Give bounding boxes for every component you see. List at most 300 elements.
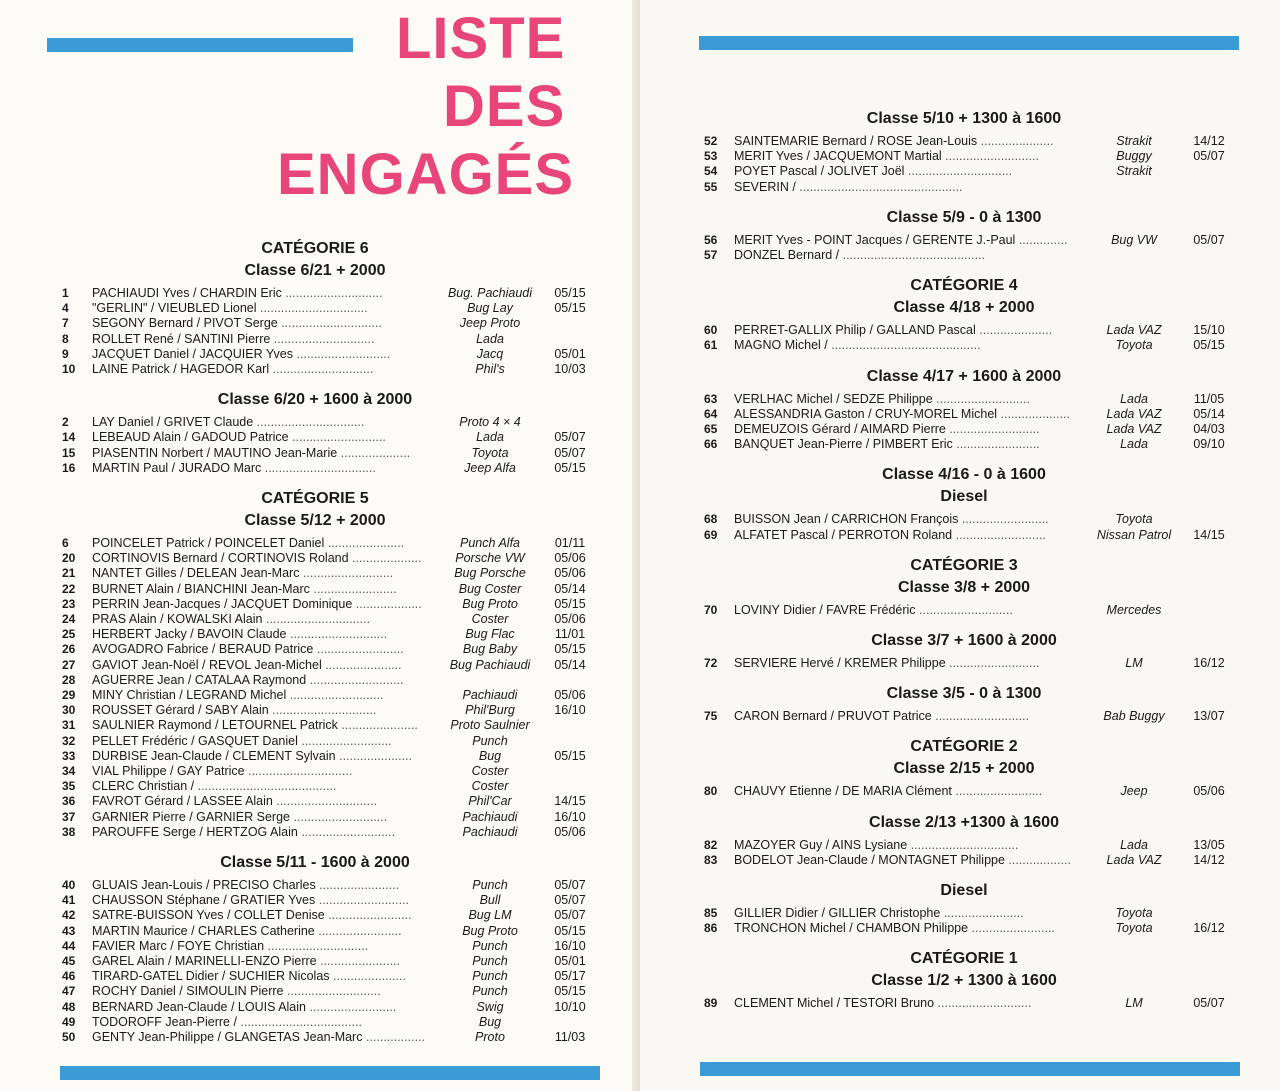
entry-vehicle: Punch Alfa — [460, 536, 520, 550]
entry-vehicle: Strakit — [1116, 164, 1152, 179]
entry-vehicle: Lada — [476, 331, 504, 346]
class-heading: Classe 3/5 - 0 à 1300 — [886, 685, 1042, 703]
entry-vehicle: LM — [1125, 656, 1143, 670]
entry-vehicle: Phil's — [475, 362, 505, 376]
entry-vehicle: Punch — [472, 733, 508, 748]
entry-number: 63 — [704, 391, 718, 406]
entry-crew: GAREL Alain / MARINELLI-ENZO Pierre ....................... — [92, 954, 400, 968]
entry-row — [704, 437, 1244, 452]
entry-row — [704, 392, 1244, 407]
entry-row — [62, 939, 602, 954]
entry-number: 57 — [704, 248, 718, 262]
entry-vehicle: Coster — [471, 764, 509, 778]
entry-vehicle: Lada — [1120, 437, 1148, 452]
leader-dots: .............. — [1015, 232, 1068, 247]
entry-crew: SAULNIER Raymond / LETOURNEL Patrick ...................... — [92, 718, 418, 733]
leader-dots: .......................... — [299, 566, 394, 581]
entry-vehicle: Bug. Pachiaudi — [447, 286, 533, 300]
entry-code: 16/10 — [554, 938, 586, 953]
class-heading: Classe 4/18 + 2000 — [893, 299, 1035, 317]
class-heading: Classe 5/9 - 0 à 1300 — [886, 208, 1042, 226]
category-heading: CATÉGORIE 5 — [261, 490, 369, 507]
entry-code: 05/07 — [1193, 149, 1225, 164]
entry-number: 60 — [704, 323, 718, 338]
entry-crew: BERNARD Jean-Claude / LOUIS Alain ......................... — [92, 999, 397, 1014]
entry-code: 10/10 — [554, 999, 586, 1014]
entry-number: 37 — [62, 809, 76, 824]
entry-vehicle: Bug Pachiaudi — [449, 657, 531, 672]
entry-crew: GILLIER Didier / GILLIER Christophe ....................... — [734, 906, 1024, 920]
entry-crew: DEMEUZOIS Gérard / AIMARD Pierre .......................... — [734, 422, 1040, 436]
entry-code: 15/10 — [1193, 323, 1225, 338]
entry-row — [704, 323, 1244, 338]
entry-crew: AVOGADRO Fabrice / BERAUD Patrice ......................... — [92, 642, 404, 657]
entry-row — [704, 134, 1244, 149]
leader-dots: ............................ — [281, 286, 383, 300]
entry-vehicle: Bab Buggy — [1103, 709, 1165, 724]
entry-vehicle: Bug Baby — [462, 642, 518, 657]
entry-number: 68 — [704, 512, 718, 527]
entry-vehicle: Punch — [472, 984, 508, 999]
entry-row — [62, 446, 602, 461]
entry-code: 05/14 — [554, 657, 586, 672]
entry-code: 16/10 — [554, 809, 586, 824]
entry-vehicle: Lada VAZ — [1106, 422, 1162, 436]
entry-row — [62, 749, 602, 764]
entry-number: 40 — [62, 878, 76, 892]
leader-dots: ........................... — [286, 688, 384, 702]
title-engages: ENGAGÉS — [277, 142, 575, 207]
entry-row — [62, 551, 602, 566]
entry-code: 05/07 — [554, 445, 586, 460]
entry-number: 9 — [62, 346, 69, 361]
entry-code: 14/15 — [554, 794, 586, 809]
entry-crew: NANTET Gilles / DELEAN Jean-Marc .......................... — [92, 566, 394, 581]
leader-dots: ............................. — [272, 794, 378, 809]
entry-code: 05/14 — [1193, 406, 1225, 421]
entry-row — [62, 703, 602, 718]
entry-crew: CORTINOVIS Bernard / CORTINOVIS Roland .................... — [92, 551, 422, 566]
entry-crew: ROCHY Daniel / SIMOULIN Pierre ........................... — [92, 984, 381, 999]
entry-vehicle: Bug — [478, 1014, 502, 1029]
leader-dots: ........................ — [314, 923, 402, 938]
class-heading: Classe 4/16 - 0 à 1600 — [882, 466, 1046, 484]
entry-row — [62, 878, 602, 893]
entry-crew: MERIT Yves - POINT Jacques / GERENTE J.-Paul .............. — [734, 232, 1068, 247]
entry-number: 50 — [62, 1030, 76, 1044]
entry-crew: PAROUFFE Serge / HERTZOG Alain ........................... — [92, 824, 396, 839]
class-heading: Classe 2/13 +1300 à 1600 — [869, 813, 1059, 831]
entry-vehicle: Pachiaudi — [462, 809, 518, 824]
entry-number: 85 — [704, 906, 718, 920]
class-heading: Classe 5/11 - 1600 à 2000 — [220, 854, 410, 871]
leader-dots: ................................... — [236, 1014, 362, 1029]
entry-number: 49 — [62, 1014, 76, 1029]
entry-row — [62, 969, 602, 984]
entry-code: 05/17 — [554, 969, 586, 984]
entry-vehicle: Bug — [478, 748, 502, 763]
entry-code: 16/12 — [1193, 921, 1225, 936]
entry-crew: LAINE Patrick / HAGEDOR Karl ............................. — [92, 362, 374, 376]
entry-code: 05/07 — [554, 430, 586, 445]
entry-vehicle: Punch — [472, 938, 508, 953]
entry-code: 05/15 — [554, 286, 586, 300]
entry-vehicle: Coster — [471, 779, 509, 794]
entry-vehicle: Lada VAZ — [1106, 323, 1162, 338]
entry-row — [704, 407, 1244, 422]
entry-row — [704, 248, 1244, 263]
entry-crew: BUISSON Jean / CARRICHON François ......................... — [734, 512, 1049, 527]
entry-crew: POYET Pascal / JOLIVET Joël .............................. — [734, 164, 1013, 179]
entry-code: 05/15 — [554, 460, 586, 475]
entry-vehicle: Toyota — [471, 445, 509, 460]
entry-vehicle: Toyota — [1115, 338, 1153, 353]
leader-dots: ........................... — [297, 824, 396, 839]
entry-code: 05/06 — [554, 566, 586, 581]
leader-dots: ...................... — [324, 536, 405, 550]
entry-crew: ROLLET René / SANTINI Pierre ............................. — [92, 331, 375, 346]
entry-vehicle: Porsche VW — [455, 551, 525, 566]
entry-number: 83 — [704, 852, 718, 867]
entry-number: 44 — [62, 938, 76, 953]
top-bar-left — [47, 38, 353, 52]
entry-crew: BURNET Alain / BIANCHINI Jean-Marc ........................ — [92, 581, 397, 596]
leader-dots: ............................. — [264, 938, 369, 953]
entry-code: 05/15 — [554, 748, 586, 763]
entry-vehicle: Toyota — [1115, 512, 1153, 527]
entry-number: 86 — [704, 921, 718, 936]
leader-dots: ........................... — [306, 672, 404, 687]
entry-crew: PACHIAUDI Yves / CHARDIN Eric ............................ — [92, 286, 383, 300]
leader-dots: .......................... — [297, 733, 392, 748]
entry-crew: GAVIOT Jean-Noël / REVOL Jean-Michel ...................... — [92, 657, 402, 672]
leader-dots: .......................... — [945, 656, 1040, 670]
entry-row — [704, 709, 1244, 724]
entry-row — [62, 718, 602, 733]
entry-row — [704, 906, 1244, 921]
entry-row — [62, 794, 602, 809]
entry-crew: TODOROFF Jean-Pierre / ................................... — [92, 1014, 362, 1029]
entry-row — [62, 430, 602, 445]
leader-dots: ........................ — [968, 921, 1055, 936]
entry-row — [62, 566, 602, 581]
entry-crew: MARTIN Maurice / CHARLES Catherine ........................ — [92, 923, 402, 938]
entry-code: 05/06 — [554, 688, 586, 702]
entry-number: 80 — [704, 784, 718, 799]
entry-code: 05/15 — [554, 642, 586, 657]
entry-row — [704, 921, 1244, 936]
entry-row — [62, 734, 602, 749]
entry-number: 27 — [62, 657, 76, 672]
entry-vehicle: Bug Proto — [462, 923, 518, 938]
entry-code: 05/01 — [554, 346, 586, 361]
entry-number: 21 — [62, 566, 76, 581]
category-heading: CATÉGORIE 3 — [910, 556, 1018, 574]
leader-dots: ..................... — [329, 969, 406, 984]
bottom-bar-left — [60, 1066, 600, 1080]
leader-dots: ........................... — [915, 602, 1013, 617]
entry-row — [704, 656, 1244, 671]
entry-crew: PRAS Alain / KOWALSKI Alain .............................. — [92, 612, 371, 626]
entry-row — [62, 1015, 602, 1030]
entry-crew: PERRET-GALLIX Philip / GALLAND Pascal ..................... — [734, 323, 1053, 338]
leader-dots: ............................. — [269, 362, 374, 376]
entry-number: 42 — [62, 908, 76, 923]
entry-code: 10/03 — [554, 362, 586, 376]
entry-code: 01/11 — [554, 536, 586, 550]
class-heading: Classe 2/15 + 2000 — [893, 760, 1035, 778]
entry-vehicle: Strakit — [1116, 134, 1152, 148]
entry-number: 7 — [62, 316, 69, 331]
entry-code: 13/05 — [1193, 837, 1225, 852]
entry-code: 05/07 — [554, 908, 586, 923]
entry-code: 05/01 — [554, 954, 586, 968]
entry-crew: CLERC Christian / ........................................ — [92, 779, 337, 794]
entry-number: 26 — [62, 642, 76, 657]
entry-number: 36 — [62, 794, 76, 809]
entry-row — [62, 658, 602, 673]
entry-code: 13/07 — [1193, 709, 1225, 724]
leader-dots: ......................... — [305, 999, 397, 1014]
entry-row — [704, 528, 1244, 543]
entry-number: 6 — [62, 536, 69, 550]
entry-crew: PIASENTIN Norbert / MAUTINO Jean-Marie .................... — [92, 445, 411, 460]
entry-vehicle: Bug Porsche — [454, 566, 526, 581]
entry-number: 55 — [704, 179, 718, 194]
class-heading: Classe 1/2 + 1300 à 1600 — [871, 972, 1057, 990]
category-heading: CATÉGORIE 2 — [910, 738, 1018, 756]
entry-row — [704, 512, 1244, 527]
entry-crew: SATRE-BUISSON Yves / COLLET Denise ........................ — [92, 908, 412, 923]
leader-dots: ........................... — [931, 709, 1029, 724]
entry-number: 35 — [62, 779, 76, 794]
leader-dots: ............................................... — [795, 179, 963, 194]
bottom-bar-right — [700, 1062, 1240, 1076]
entry-crew: FAVROT Gérard / LASSEE Alain ............................. — [92, 794, 378, 809]
entry-row — [704, 853, 1244, 868]
leader-dots: ........................ — [324, 908, 412, 923]
entry-row — [62, 415, 602, 430]
entry-code: 11/03 — [554, 1030, 586, 1044]
leader-dots: .................... — [348, 551, 422, 566]
class-heading: Classe 5/10 + 1300 à 1600 — [866, 110, 1062, 127]
leader-dots: .............................. — [268, 703, 377, 718]
leader-dots: ............................... — [907, 837, 1019, 852]
leader-dots: .......................... — [315, 893, 410, 908]
entry-row — [704, 784, 1244, 799]
leader-dots: ........................ — [309, 581, 397, 596]
entry-number: 72 — [704, 656, 718, 670]
class-heading: Diesel — [940, 882, 988, 899]
entry-number: 14 — [62, 430, 76, 445]
leader-dots: .................... — [337, 445, 411, 460]
entry-number: 64 — [704, 406, 718, 421]
leader-dots: ............................ — [286, 627, 388, 642]
entry-number: 54 — [704, 164, 718, 179]
entry-row — [62, 627, 602, 642]
entry-number: 31 — [62, 718, 76, 733]
entry-code: 16/10 — [554, 703, 586, 718]
entry-row — [62, 286, 602, 301]
leader-dots: ..................... — [975, 323, 1053, 338]
class-heading: Diesel — [940, 488, 988, 506]
entry-row — [62, 893, 602, 908]
entry-crew: CARON Bernard / PRUVOT Patrice ........................... — [734, 709, 1029, 724]
entry-number: 45 — [62, 954, 76, 968]
entry-number: 56 — [704, 232, 718, 247]
leader-dots: ................. — [362, 1030, 425, 1044]
leader-dots: ............................. — [270, 331, 375, 346]
entry-number: 24 — [62, 612, 76, 626]
entry-code: 05/07 — [1193, 996, 1225, 1011]
entry-number: 28 — [62, 672, 76, 687]
entry-vehicle: Punch — [472, 878, 508, 892]
entry-row — [62, 642, 602, 657]
entry-crew: ROUSSET Gérard / SABY Alain .............................. — [92, 703, 377, 718]
entry-vehicle: Jeep Alfa — [464, 460, 516, 475]
entry-row — [62, 688, 602, 703]
entry-code: 16/12 — [1193, 656, 1225, 670]
entry-row — [704, 164, 1244, 179]
leader-dots: ........................... — [289, 809, 388, 824]
entry-number: 46 — [62, 969, 76, 984]
entry-row — [62, 301, 602, 316]
entry-vehicle: Bug VW — [1111, 232, 1157, 247]
top-bar-right — [699, 36, 1239, 50]
entry-code: 05/15 — [554, 984, 586, 999]
leader-dots: .......................... — [952, 527, 1046, 542]
entry-code: 05/15 — [1193, 338, 1225, 353]
leader-dots: ......................... — [313, 642, 404, 657]
leader-dots: ..................... — [335, 748, 413, 763]
entry-code: 05/07 — [554, 893, 586, 908]
entry-crew: "GERLIN" / VIEUBLED Lionel ............................... — [92, 301, 368, 316]
entry-row — [62, 332, 602, 347]
entry-vehicle: Toyota — [1115, 921, 1153, 936]
entry-vehicle: Mercedes — [1106, 602, 1162, 617]
entry-row — [704, 233, 1244, 248]
leader-dots: ...................... — [337, 718, 418, 733]
entry-crew: AGUERRE Jean / CATALAA Raymond ........................... — [92, 672, 404, 687]
class-heading: Classe 6/20 + 1600 à 2000 — [217, 391, 413, 409]
entry-crew: LAY Daniel / GRIVET Claude ............................... — [92, 415, 365, 430]
leader-dots: ................... — [352, 596, 422, 611]
entry-crew: TRONCHON Michel / CHAMBON Philippe ........................ — [734, 921, 1055, 936]
entry-crew: POINCELET Patrick / POINCELET Daniel ...................... — [92, 536, 405, 550]
leader-dots: ....................... — [315, 878, 400, 892]
leader-dots: ........................... — [288, 430, 386, 445]
entry-number: 69 — [704, 527, 718, 542]
entry-crew: TIRARD-GATEL Didier / SUCHIER Nicolas ..................... — [92, 969, 406, 984]
leader-dots: ..................... — [977, 134, 1054, 148]
entry-vehicle: Nissan Patrol — [1096, 527, 1172, 542]
entry-crew: HERBERT Jacky / BAVOIN Claude ............................ — [92, 627, 388, 642]
leader-dots: ........................................ — [194, 779, 337, 794]
entry-crew: BODELOT Jean-Claude / MONTAGNET Philippe .................. — [734, 852, 1071, 867]
entry-code: 14/12 — [1193, 852, 1225, 867]
leader-dots: ......................................... — [839, 248, 986, 262]
entry-number: 20 — [62, 551, 76, 566]
leader-dots: ........................... — [293, 346, 391, 361]
entry-row — [704, 180, 1244, 195]
leader-dots: .............................. — [904, 164, 1013, 179]
entry-row — [62, 908, 602, 923]
entry-number: 53 — [704, 149, 718, 164]
entry-number: 65 — [704, 422, 718, 436]
entry-number: 8 — [62, 331, 69, 346]
entry-crew: CLEMENT Michel / TESTORI Bruno ........................... — [734, 996, 1032, 1011]
entry-crew: DURBISE Jean-Claude / CLEMENT Sylvain ..................... — [92, 748, 413, 763]
entry-vehicle: Lada — [476, 430, 504, 445]
entry-crew: VIAL Philippe / GAY Patrice .............................. — [92, 764, 353, 778]
category-heading: CATÉGORIE 4 — [910, 277, 1018, 295]
leader-dots: ........................ — [952, 437, 1040, 452]
entry-crew: MAZOYER Guy / AINS Lysiane ............................... — [734, 837, 1019, 852]
entry-code: 11/01 — [554, 627, 586, 642]
class-heading: Classe 3/7 + 1600 à 2000 — [871, 632, 1057, 649]
entry-row — [62, 825, 602, 840]
leader-dots: .................... — [997, 406, 1070, 421]
entry-row — [62, 461, 602, 476]
entry-crew: DONZEL Bernard / ......................................... — [734, 248, 986, 262]
entry-row — [62, 764, 602, 779]
entry-vehicle: Pachiaudi — [462, 688, 518, 702]
entry-row — [62, 1030, 602, 1045]
entry-number: 29 — [62, 688, 76, 702]
entry-vehicle: LM — [1125, 996, 1143, 1011]
entry-number: 2 — [62, 415, 69, 430]
leader-dots: ............................... — [253, 415, 365, 430]
entry-number: 33 — [62, 748, 76, 763]
entry-row — [62, 984, 602, 999]
leader-dots: ............................... — [256, 301, 368, 316]
entry-vehicle: Punch — [472, 954, 508, 968]
entry-crew: MAGNO Michel / ........................................... — [734, 338, 981, 353]
leader-dots: ........................... — [932, 391, 1030, 406]
entry-vehicle: Toyota — [1115, 906, 1153, 920]
leader-dots: ........................... — [283, 984, 381, 999]
entry-crew: ALESSANDRIA Gaston / CRUY-MOREL Michel .................... — [734, 406, 1070, 421]
entry-row — [704, 603, 1244, 618]
entry-vehicle: Proto Saulnier — [450, 718, 530, 733]
entry-row — [62, 582, 602, 597]
entry-code: 04/03 — [1193, 422, 1225, 436]
entry-number: 66 — [704, 437, 718, 452]
entry-number: 10 — [62, 362, 76, 376]
entry-row — [62, 779, 602, 794]
entry-number: 61 — [704, 338, 718, 353]
entry-row — [704, 422, 1244, 437]
entry-code: 05/14 — [554, 581, 586, 596]
entry-number: 23 — [62, 596, 76, 611]
class-heading: Classe 3/8 + 2000 — [897, 578, 1031, 596]
leader-dots: .................. — [1004, 852, 1071, 867]
right-page — [640, 0, 1280, 1091]
entry-code: 14/12 — [1193, 134, 1225, 148]
entry-vehicle: Jacq — [476, 346, 504, 361]
entry-crew: SEGONY Bernard / PIVOT Serge ............................. — [92, 316, 382, 331]
entry-row — [704, 996, 1244, 1011]
entry-number: 32 — [62, 733, 76, 748]
entry-crew: SERVIERE Hervé / KREMER Philippe .......................... — [734, 656, 1040, 670]
leader-dots: ......................... — [951, 784, 1043, 799]
entry-number: 82 — [704, 837, 718, 852]
entry-row — [62, 597, 602, 612]
entry-number: 38 — [62, 824, 76, 839]
entry-row — [62, 810, 602, 825]
entry-row — [62, 612, 602, 627]
class-heading: Classe 4/17 + 1600 à 2000 — [866, 367, 1062, 385]
